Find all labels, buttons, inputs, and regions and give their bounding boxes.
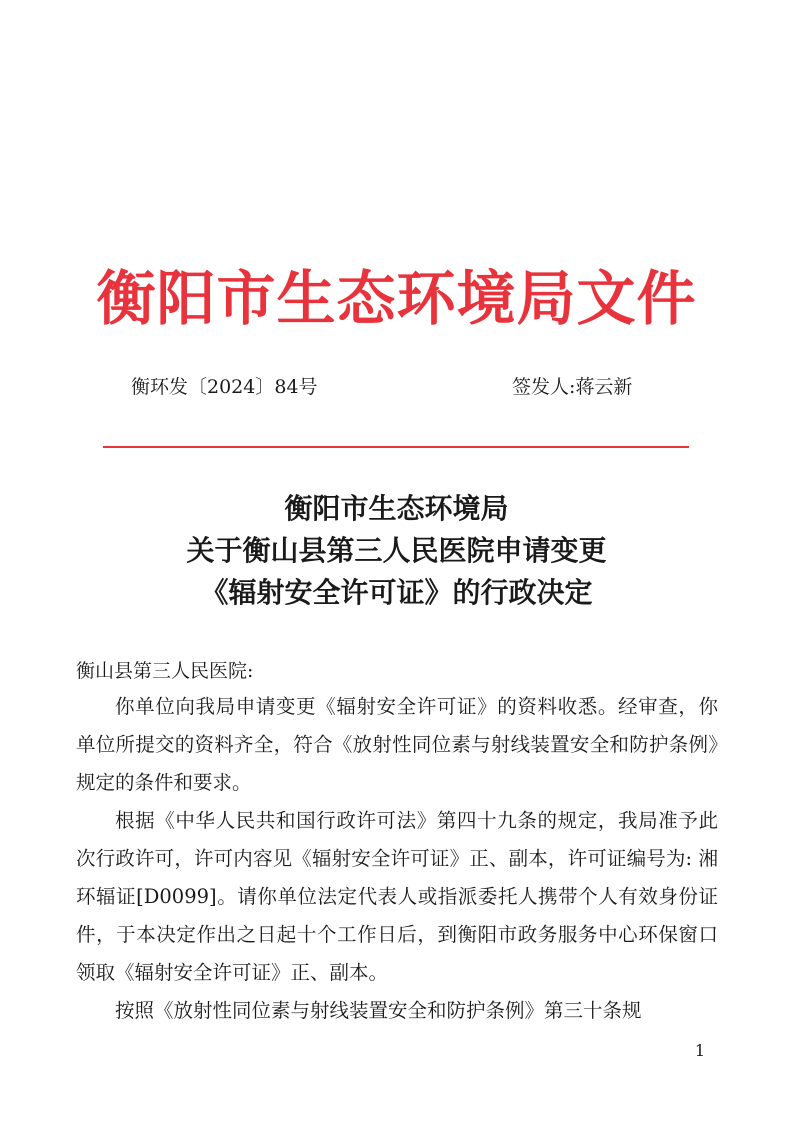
- title-line-3: 《辐射安全许可证》的行政决定: [200, 576, 593, 609]
- paragraph-2: 根据《中华人民共和国行政许可法》第四十九条的规定，我局准予此次行政许可，许可内容见《辐射安全许可证》正、副本，许可证编号为: 湘环辐证[D0099]。请你单位法定代表人或指派委托人携带个人有效身份证件，于本决定作出之日起十个工作日后，到衡阳市政务服务中心环保窗口领取《辐射安全许可证》正、副本。: [76, 809, 718, 984]
- header-divider: [103, 446, 689, 448]
- document-title: [0, 488, 793, 614]
- paragraph-1: 你单位向我局申请变更《辐射安全许可证》的资料收悉。经审查，你单位所提交的资料齐全，符合《放射性同位素与射线装置安全和防护条例》规定的条件和要求。: [76, 695, 718, 794]
- signer: 签发人:蒋云新: [512, 376, 633, 398]
- salutation: 衡山县第三人民医院:: [76, 660, 254, 682]
- page-number: 1: [694, 1041, 706, 1060]
- document-number: 衡环发〔2024〕84号: [131, 376, 318, 398]
- paragraph-3: 按照《放射性同位素与射线装置安全和防护条例》第三十条规: [115, 999, 642, 1022]
- title-line-1: 衡阳市生态环境局: [284, 492, 509, 525]
- title-line-2: 关于衡山县第三人民医院申请变更: [186, 534, 607, 567]
- document-body: [76, 688, 718, 1030]
- document-masthead: 衡阳市生态环境局文件: [96, 264, 697, 333]
